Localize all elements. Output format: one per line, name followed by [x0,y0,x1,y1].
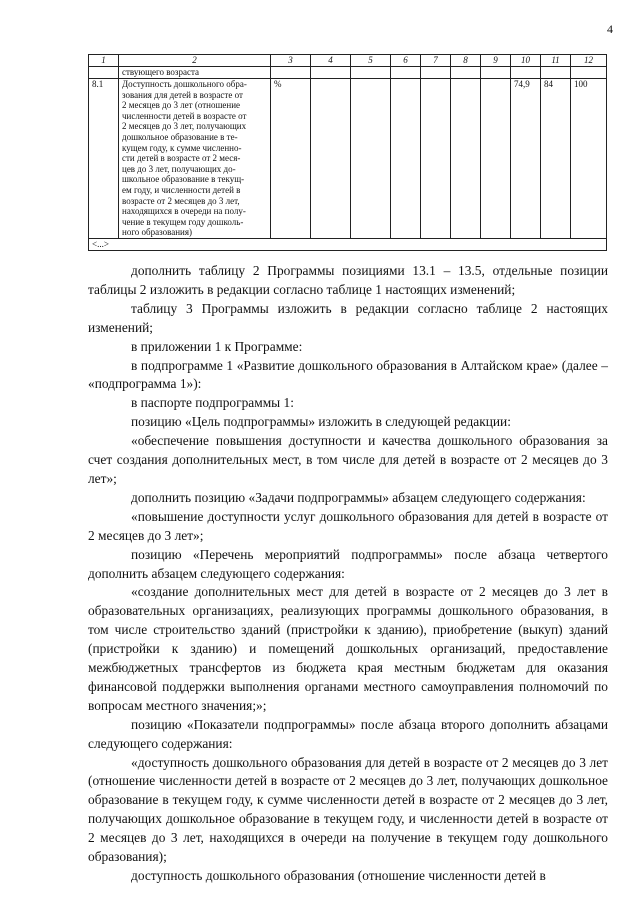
paragraph: позицию «Цель подпрограммы» изложить в следующей редакции: [131,414,511,430]
paragraph: «обеспечение повышения доступности и качества дошкольного образования за счет создания дополнительных мест, в том числе для детей в возрасте от 2 месяцев до 3 лет»; [88,433,608,486]
paragraph: «доступность дошкольного образования для детей в возрасте от 2 месяцев до 3 лет (отношение численности детей в возрасте от 2 месяцев до 3 лет, получающих дошкольное образование в текущем году, к сумме численности детей в возрасте от 2 месяцев до 3 лет, получающих дошкольное образование в текущем году, и численности детей в возрасте от 2 месяцев до 3 лет, находящихся в очереди на получение в текущем году дошкольного образования); [88,754,608,865]
table-row [89,79,607,239]
paragraph: «создание дополнительных мест для детей в возрасте от 2 месяцев до 3 лет в образовательных организациях, реализующих программы дошкольного образования, в том числе строительство зданий (пристройки к зданию), приобретение (выкуп) зданий (пристройки к зданию) и помещений дошкольных организаций, предоставление межбюджетных трансфертов из бюджета края местным бюджетам для оказания финансовой поддержки выполнения органами местного самоуправления полномочий по вопросам местного значения;»; [88,584,608,713]
row-value-col12: 100 [571,79,607,239]
paragraph: доступность дошкольного образования (отношение численности детей в [131,868,546,883]
indicator-table [88,54,607,251]
paragraph: позицию «Перечень мероприятий подпрограммы» после абзаца четвертого дополнить абзацем следующего содержания: [88,546,608,581]
paragraph: в подпрограмме 1 «Развитие дошкольного образования в Алтайском крае» (далее – «подпрограмма 1»): [88,357,608,392]
header-cell: 8 [451,55,481,67]
page-number: 4 [607,22,613,36]
paragraph: в приложении 1 к Программе: [131,338,303,354]
header-cell: 10 [511,55,541,67]
row-unit: % [271,79,311,239]
row-description: Доступность дошкольного обра- зования для детей в возрасте от 2 месяцев до 3 лет (отношение численности детей в возрасте от 2 месяцев до 3 лет, получающих дошкольное образование в те- кущем году, к сумме численно- сти детей в возрасте от 2 меся- цев до 3 лет, получающих до- школьное образование в текущ- ем году, и численности детей в возрасте от 2 месяцев до 3 лет, находящихся в очереди на полу- чение в текущем году дошколь- ного образования) [119,79,271,239]
header-cell: 12 [571,55,607,67]
table-ellipsis-row [89,238,607,250]
body-text [88,262,608,886]
row-number: 8.1 [89,79,119,239]
header-cell: 11 [541,55,571,67]
table-row-continuation [89,67,607,79]
paragraph: позицию «Показатели подпрограммы» после абзаца второго дополнить абзацами следующего содержания: [88,716,608,751]
header-cell: 7 [421,55,451,67]
paragraph: дополнить позицию «Задачи подпрограммы» абзацем следующего содержания: [131,489,586,505]
header-cell: 6 [391,55,421,67]
paragraph: «повышение доступности услуг дошкольного образования для детей в возрасте от 2 месяцев до 3 лет»; [88,508,608,543]
header-cell: 4 [311,55,351,67]
header-cell: 5 [351,55,391,67]
row-value-col10: 74,9 [511,79,541,239]
header-cell: 2 [119,55,271,67]
paragraph: в паспорте подпрограммы 1: [131,395,294,411]
continuation-text: ствующего возраста [119,67,271,79]
header-cell: 3 [271,55,311,67]
header-cell: 1 [89,55,119,67]
table-ellipsis: <...> [89,238,607,250]
table-header-row [89,55,607,67]
paragraph: таблицу 3 Программы изложить в редакции согласно таблице 2 настоящих изменений; [88,300,608,335]
paragraph: дополнить таблицу 2 Программы позициями 13.1 – 13.5, отдельные позиции таблицы 2 изложить в редакции согласно таблице 1 настоящих изменений; [88,263,608,297]
row-value-col11: 84 [541,79,571,239]
header-cell: 9 [481,55,511,67]
